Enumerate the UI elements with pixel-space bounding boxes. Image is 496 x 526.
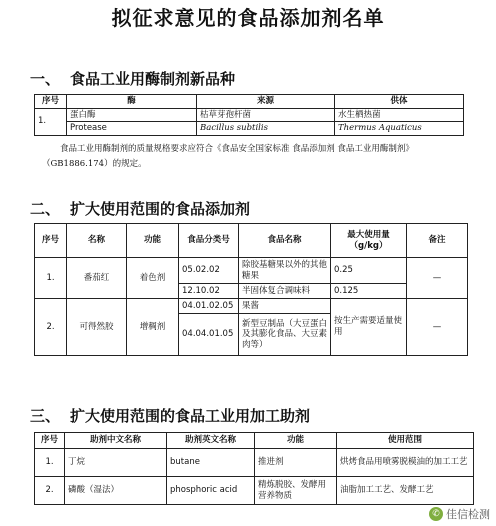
header-cell: 助剂中文名称	[65, 433, 167, 449]
table-header-row	[35, 95, 464, 109]
watermark-text: 佳信检测	[446, 508, 490, 521]
header-cell: 最大使用量（g/kg）	[331, 224, 407, 258]
header-cell: 备注	[407, 224, 468, 258]
additive-name: 番茄红	[67, 258, 127, 299]
aid-cn-name: 丁烷	[65, 449, 167, 477]
enzyme-table	[34, 94, 464, 136]
header-cell: 序号	[35, 433, 65, 449]
header-cell: 功能	[127, 224, 179, 258]
table-row	[35, 108, 464, 122]
donor-en: Thermus Aquaticus	[335, 122, 464, 136]
aid-function: 精炼脱胶、发酵用营养物质	[255, 477, 337, 505]
header-cell: 功能	[255, 433, 337, 449]
processing-aid-table	[34, 432, 474, 505]
header-cell: 食品名称	[239, 224, 331, 258]
header-cell: 使用范围	[337, 433, 474, 449]
header-cell: 来源	[197, 95, 335, 109]
additive-function: 增稠剂	[127, 299, 179, 356]
row-index: 1.	[35, 258, 67, 299]
food-code: 12.10.02	[179, 284, 239, 299]
section-3-number: 三、	[30, 407, 61, 425]
food-code: 04.01.02.05	[179, 299, 239, 314]
enzyme-en: Protease	[67, 122, 197, 136]
section-3-heading	[30, 405, 310, 426]
food-name: 半固体复合调味料	[239, 284, 331, 299]
remark: —	[407, 258, 468, 299]
document-title: 拟征求意见的食品添加剂名单	[111, 6, 385, 30]
header-cell: 食品分类号	[179, 224, 239, 258]
watermark	[429, 506, 490, 522]
aid-cn-name: 磷酸（湿法）	[65, 477, 167, 505]
row-index: 1.	[35, 108, 67, 135]
food-name: 除胶基糖果以外的其他糖果	[239, 258, 331, 284]
header-cell: 酶	[67, 95, 197, 109]
section-2-number: 二、	[30, 200, 61, 218]
table-row	[35, 122, 464, 136]
aid-scope: 烘烤食品用喷雾脱模油的加工工艺	[337, 449, 474, 477]
section-1-title: 食品工业用酶制剂新品种	[70, 70, 236, 88]
aid-function: 推进剂	[255, 449, 337, 477]
row-index: 2.	[35, 477, 65, 505]
aid-en-name: butane	[167, 449, 255, 477]
section-2-title: 扩大使用范围的食品添加剂	[70, 200, 251, 218]
additive-table	[34, 223, 468, 356]
row-index: 1.	[35, 449, 65, 477]
table-header-row	[35, 433, 474, 449]
additive-name: 可得然胶	[67, 299, 127, 356]
table-row	[35, 299, 468, 314]
donor-cn: 水生栖热菌	[335, 108, 464, 122]
max-dose: 按生产需要适量使用	[331, 299, 407, 356]
additive-function: 着色剂	[127, 258, 179, 299]
aid-scope: 油脂加工工艺、发酵工艺	[337, 477, 474, 505]
section-1-heading	[30, 68, 235, 89]
header-cell: 序号	[35, 224, 67, 258]
aid-en-name: phosphoric acid	[167, 477, 255, 505]
remark: —	[407, 299, 468, 356]
source-cn: 枯草芽孢杆菌	[197, 108, 335, 122]
table-row	[35, 477, 474, 505]
source-en: Bacillus subtilis	[197, 122, 335, 136]
wechat-icon: ✆	[429, 507, 443, 521]
header-cell: 名称	[67, 224, 127, 258]
header-cell: 序号	[35, 95, 67, 109]
enzyme-note: 食品工业用酶制剂的质量规格要求应符合《食品安全国家标准 食品添加剂 食品工业用酶制剂》（GB1886.174）的规定。	[42, 144, 414, 169]
food-name: 果酱	[239, 299, 331, 314]
header-cell: 助剂英文名称	[167, 433, 255, 449]
food-name: 新型豆制品（大豆蛋白及其膨化食品、大豆素肉等）	[239, 314, 331, 356]
max-dose: 0.125	[331, 284, 407, 299]
food-code: 04.04.01.05	[179, 314, 239, 356]
section-2-heading	[30, 198, 250, 219]
section-3-title: 扩大使用范围的食品工业用加工助剂	[70, 407, 311, 425]
section-1-number: 一、	[30, 70, 61, 88]
table-header-row	[35, 224, 468, 258]
header-cell: 供体	[335, 95, 464, 109]
max-dose: 0.25	[331, 258, 407, 284]
enzyme-cn: 蛋白酶	[67, 108, 197, 122]
table-row	[35, 258, 468, 284]
food-code: 05.02.02	[179, 258, 239, 284]
table-row	[35, 449, 474, 477]
row-index: 2.	[35, 299, 67, 356]
